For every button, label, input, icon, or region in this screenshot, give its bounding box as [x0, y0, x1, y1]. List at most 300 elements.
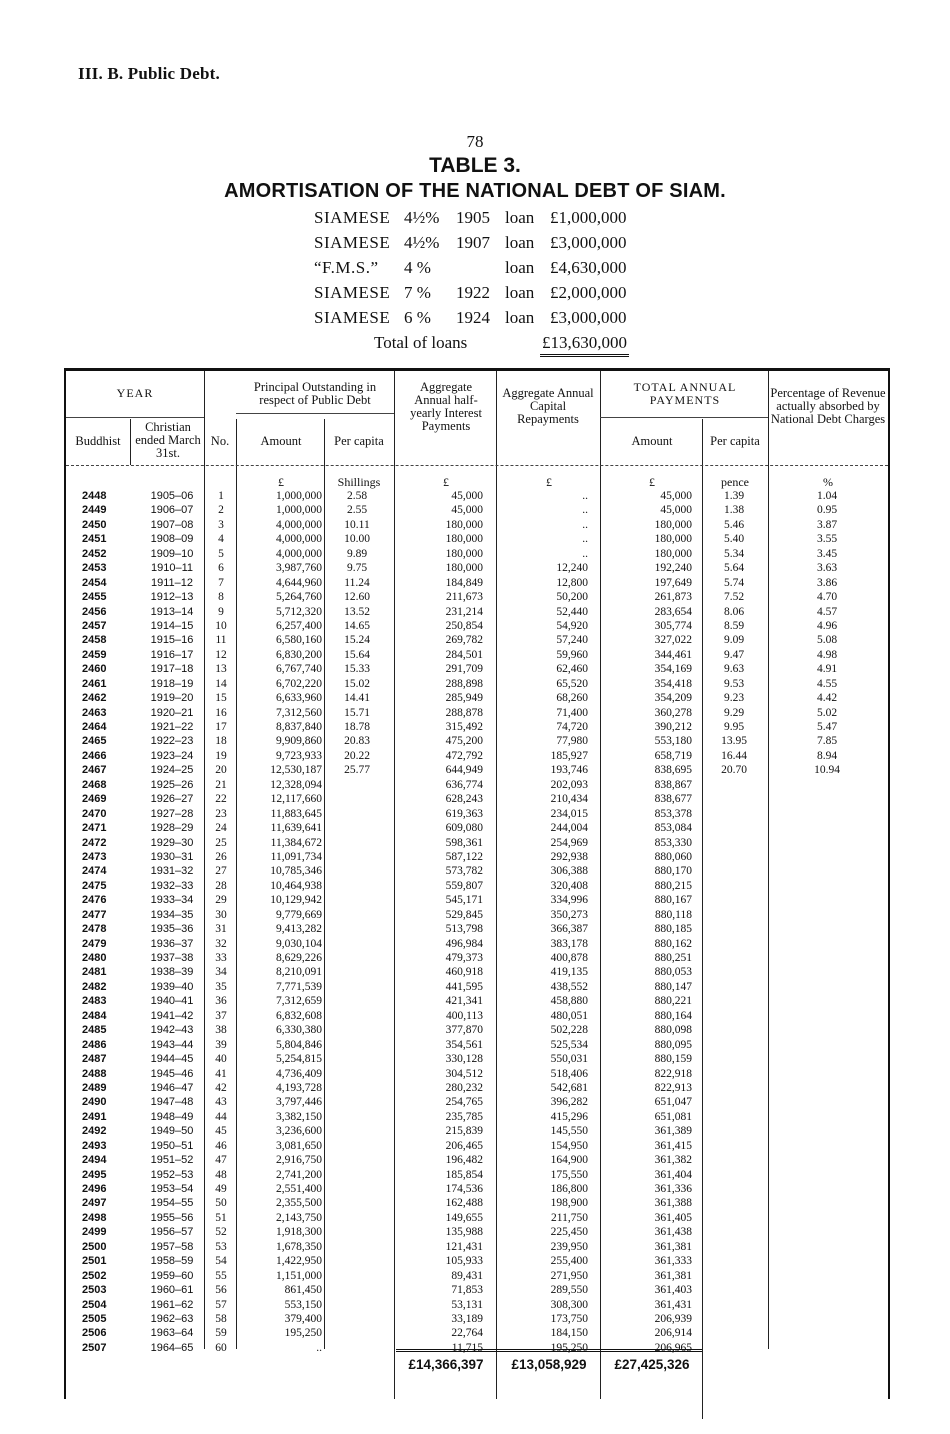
total-payment: 361,389: [654, 1125, 692, 1138]
capital-repayment: 366,387: [550, 923, 588, 936]
unit-repayments: £: [546, 475, 552, 489]
capital-repayment: 12,800: [556, 576, 588, 589]
buddhist-year: 2455: [82, 591, 107, 604]
total-payment: 305,774: [654, 619, 692, 632]
buddhist-year: 2482: [82, 980, 107, 993]
row-number: 51: [215, 1211, 227, 1224]
christian-year: 1919–20: [150, 692, 194, 705]
total-payment: 651,047: [654, 1096, 692, 1109]
buddhist-year: 2506: [82, 1327, 107, 1340]
table-row: [66, 1254, 888, 1268]
total-payment: 180,000: [654, 547, 692, 560]
capital-repayment: 185,927: [550, 749, 588, 762]
row-number: 60: [215, 1341, 227, 1354]
christian-year: 1914–15: [150, 619, 194, 632]
buddhist-year: 2487: [82, 1053, 107, 1066]
christian-year: 1924–25: [150, 764, 194, 777]
table-row: [66, 691, 888, 705]
interest-payment: 475,200: [445, 735, 483, 748]
christian-year: 1936–37: [150, 937, 194, 950]
buddhist-year: 2496: [82, 1183, 107, 1195]
row-number: 50: [215, 1197, 227, 1210]
christian-year: 1963–64: [150, 1327, 194, 1340]
revenue-percentage: 0.95: [816, 504, 838, 517]
table-row: [66, 1168, 888, 1182]
principal-amount: 6,830,200: [276, 648, 322, 661]
capital-repayment: 193,746: [550, 764, 588, 777]
total-payment: 880,060: [654, 850, 692, 863]
buddhist-year: 2476: [82, 894, 107, 907]
christian-year: 1922–23: [150, 735, 194, 748]
total-payment: 880,147: [654, 980, 692, 993]
interest-payment: 545,171: [445, 894, 483, 907]
row-number: 8: [218, 591, 224, 604]
interest-payment: 288,898: [445, 677, 483, 690]
row-number: 41: [215, 1067, 227, 1080]
principal-amount: 8,837,840: [276, 721, 322, 733]
row-number: 55: [215, 1269, 227, 1282]
interest-payment: 22,764: [451, 1327, 483, 1340]
buddhist-year: 2497: [82, 1197, 107, 1210]
christian-year: 1913–14: [150, 605, 194, 618]
header-percentage: Percentage of Revenue actually absorbed by National Debt Charges: [770, 386, 886, 426]
christian-year: 1921–22: [150, 721, 194, 733]
total-interest: £14,366,397: [408, 1357, 484, 1372]
christian-year: 1940–41: [150, 995, 194, 1008]
interest-payment: 513,798: [445, 923, 483, 936]
total-per-capita: 1.39: [723, 490, 745, 502]
total-payment: 344,461: [654, 648, 692, 661]
buddhist-year: 2453: [82, 562, 107, 575]
principal-amount: 9,413,282: [276, 923, 322, 936]
total-per-capita: 9.95: [723, 721, 745, 733]
total-per-capita: 16.44: [721, 749, 747, 762]
revenue-percentage: 3.86: [816, 576, 838, 589]
christian-year: 1920–21: [150, 706, 194, 719]
christian-year: 1964–65: [150, 1341, 194, 1354]
principal-amount: 5,712,320: [276, 605, 322, 618]
total-payment: 361,388: [654, 1197, 692, 1210]
total-payment: 261,873: [654, 591, 692, 604]
christian-year: 1956–57: [150, 1226, 194, 1239]
loan-amount: £3,000,000: [550, 233, 627, 252]
unit-amount: £: [278, 475, 284, 489]
interest-payment: 254,765: [445, 1096, 483, 1109]
principal-amount: 11,883,645: [270, 807, 322, 820]
principal-amount: 861,450: [284, 1284, 322, 1297]
capital-repayment: 77,980: [556, 735, 588, 748]
row-number: 25: [215, 836, 227, 849]
principal-per-capita: 20.22: [344, 749, 370, 762]
header-total-per-capita: Per capita: [710, 434, 760, 448]
principal-amount: 8,210,091: [276, 966, 322, 979]
total-per-capita: 5.64: [723, 562, 745, 575]
total-per-capita: 9.09: [723, 634, 745, 647]
loans-total-label: Total of loans: [374, 333, 468, 352]
total-payment: 880,215: [654, 879, 692, 892]
total-payment: 853,330: [654, 836, 692, 849]
table-row: [66, 1038, 888, 1052]
row-number: 19: [215, 749, 227, 762]
interest-payment: 472,792: [445, 749, 483, 762]
unit-total-per-capita: pence: [721, 475, 749, 489]
table-row: [66, 792, 888, 806]
christian-year: 1946–47: [150, 1081, 194, 1094]
row-number: 11: [215, 634, 227, 647]
buddhist-year: 2469: [82, 793, 107, 806]
interest-payment: 53,131: [451, 1298, 483, 1311]
capital-repayment: 68,260: [556, 692, 588, 705]
table-row: [66, 1211, 888, 1225]
loan-rate: 4½%: [404, 208, 440, 227]
total-payment: 197,649: [654, 576, 692, 589]
header-no: No.: [210, 434, 230, 448]
interest-payment: 354,561: [445, 1038, 483, 1051]
total-per-capita: 9.29: [723, 706, 745, 719]
interest-payment: 636,774: [445, 778, 483, 791]
interest-payment: 235,785: [445, 1110, 483, 1123]
buddhist-year: 2477: [82, 908, 107, 921]
header-repayments: Aggregate Annual Capital Repayments: [502, 386, 594, 426]
row-number: 58: [215, 1312, 227, 1325]
christian-year: 1934–35: [150, 908, 194, 921]
principal-amount: 6,580,160: [276, 634, 322, 647]
row-number: 7: [218, 576, 224, 589]
capital-repayment: 164,900: [550, 1154, 588, 1167]
total-payment: 880,251: [654, 952, 692, 964]
total-payment: 360,278: [654, 706, 692, 719]
row-number: 36: [215, 995, 227, 1008]
loan-name: SIAMESE: [314, 283, 391, 302]
buddhist-year: 2452: [82, 547, 107, 560]
interest-payment: 559,807: [445, 879, 483, 892]
principal-amount: 7,312,659: [276, 995, 322, 1008]
revenue-percentage: 3.55: [816, 533, 838, 546]
interest-payment: 206,465: [445, 1139, 483, 1152]
interest-payment: 285,949: [445, 692, 483, 705]
row-number: 24: [215, 822, 227, 835]
header-total-amount: Amount: [631, 434, 673, 448]
christian-year: 1943–44: [150, 1038, 194, 1051]
principal-per-capita: 14.65: [344, 619, 370, 632]
table-row: [66, 1124, 888, 1138]
header-principal: Principal Outstanding in respect of Public Debt: [253, 380, 377, 407]
table-row: [66, 518, 888, 532]
buddhist-year: 2502: [82, 1269, 107, 1282]
principal-amount: 2,916,750: [276, 1154, 322, 1167]
buddhist-year: 2494: [82, 1154, 107, 1167]
row-number: 34: [215, 966, 227, 979]
table-row: [66, 1182, 888, 1196]
principal-per-capita: 13.52: [344, 605, 370, 618]
interest-payment: 135,988: [445, 1226, 483, 1239]
interest-payment: 211,673: [446, 591, 483, 604]
table-row: [66, 1023, 888, 1037]
capital-repayment: 254,969: [550, 836, 588, 849]
capital-repayment: 458,880: [550, 995, 588, 1008]
row-number: 1: [218, 490, 224, 502]
table-row: [66, 821, 888, 835]
table-row: [66, 879, 888, 893]
table-row: [66, 605, 888, 619]
principal-amount: 9,779,669: [276, 908, 322, 921]
total-payment: 853,378: [654, 807, 692, 820]
interest-payment: 441,595: [445, 980, 483, 993]
christian-year: 1962–63: [150, 1312, 194, 1325]
buddhist-year: 2485: [82, 1024, 107, 1037]
row-number: 43: [215, 1096, 227, 1109]
principal-amount: 4,000,000: [276, 518, 322, 531]
capital-repayment: 334,996: [550, 894, 588, 907]
table-row: [66, 994, 888, 1008]
principal-per-capita: 15.64: [344, 648, 370, 661]
buddhist-year: 2478: [82, 923, 107, 936]
revenue-percentage: 8.94: [816, 749, 838, 762]
loan-amount: £3,000,000: [550, 308, 627, 327]
revenue-percentage: 4.70: [816, 591, 838, 604]
table-row: [66, 749, 888, 763]
row-number: 17: [215, 721, 227, 733]
revenue-percentage: 4.42: [816, 692, 838, 705]
total-per-capita: 5.34: [723, 547, 745, 560]
buddhist-year: 2454: [82, 576, 107, 589]
christian-year: 1958–59: [150, 1255, 194, 1268]
principal-per-capita: 20.83: [344, 735, 370, 748]
principal-amount: 12,117,660: [270, 793, 322, 806]
total-payment: 838,677: [654, 793, 692, 806]
table-row: [66, 1009, 888, 1023]
table-subtitle: AMORTISATION OF THE NATIONAL DEBT OF SIAM.: [224, 180, 726, 202]
capital-repayment: 234,015: [550, 807, 588, 820]
christian-year: 1960–61: [150, 1284, 194, 1297]
buddhist-year: 2475: [82, 879, 107, 892]
total-per-capita: 7.52: [723, 591, 745, 604]
principal-per-capita: 14.41: [344, 692, 370, 705]
interest-payment: 105,933: [445, 1255, 483, 1268]
principal-amount: 11,384,672: [270, 836, 322, 849]
table-row: [66, 864, 888, 878]
principal-amount: 9,909,860: [276, 735, 322, 748]
table-row: [66, 619, 888, 633]
interest-payment: 180,000: [445, 518, 483, 531]
revenue-percentage: 5.02: [816, 706, 838, 719]
total-payment: 206,914: [654, 1327, 692, 1340]
table-row: [66, 1081, 888, 1095]
capital-repayment: 320,408: [550, 879, 588, 892]
revenue-percentage: 4.55: [816, 677, 838, 690]
christian-year: 1907–08: [150, 518, 194, 531]
table-row: [66, 576, 888, 590]
interest-payment: 71,853: [451, 1284, 483, 1297]
capital-repayment: 71,400: [556, 706, 588, 719]
principal-amount: 3,797,446: [276, 1096, 322, 1109]
row-number: 54: [215, 1255, 227, 1268]
capital-repayment: 480,051: [550, 1009, 588, 1022]
interest-payment: 196,482: [445, 1154, 483, 1167]
buddhist-year: 2491: [82, 1110, 107, 1123]
total-payment: 361,336: [654, 1183, 692, 1195]
principal-amount: 6,702,220: [276, 677, 322, 690]
principal-amount: 6,767,740: [276, 663, 322, 676]
revenue-percentage: 4.91: [816, 663, 838, 676]
table-row: [66, 706, 888, 720]
loan-word: loan: [505, 233, 535, 252]
loan-name: SIAMESE: [314, 208, 391, 227]
total-payment: 880,164: [654, 1009, 692, 1022]
interest-payment: 180,000: [445, 547, 483, 560]
section-heading: III. B. Public Debt.: [78, 64, 220, 83]
revenue-percentage: 3.45: [816, 547, 838, 560]
loan-name: SIAMESE: [314, 308, 391, 327]
row-number: 29: [215, 894, 227, 907]
christian-year: 1945–46: [150, 1067, 194, 1080]
total-payment: 838,695: [654, 764, 692, 777]
christian-year: 1957–58: [150, 1240, 194, 1253]
capital-repayment: 255,400: [550, 1255, 588, 1268]
table-row: [66, 532, 888, 546]
table-row: [66, 1283, 888, 1297]
total-payment: 390,212: [654, 721, 692, 733]
interest-payment: 149,655: [445, 1211, 483, 1224]
total-per-capita: 5.74: [723, 576, 745, 589]
unit-total: £: [649, 475, 655, 489]
christian-year: 1938–39: [150, 966, 194, 979]
principal-amount: 1,000,000: [276, 490, 322, 502]
capital-repayment: 400,878: [550, 952, 588, 964]
capital-repayment: 502,228: [550, 1024, 588, 1037]
table-row: [66, 1312, 888, 1326]
christian-year: 1929–30: [150, 836, 194, 849]
loan-amount: £2,000,000: [550, 283, 627, 302]
table-row: [66, 633, 888, 647]
interest-payment: 89,431: [451, 1269, 483, 1282]
christian-year: 1952–53: [150, 1168, 194, 1181]
principal-per-capita: 11.24: [344, 576, 370, 589]
principal-amount: 195,250: [284, 1327, 322, 1340]
interest-payment: 460,918: [445, 966, 483, 979]
total-payment: 361,382: [654, 1154, 692, 1167]
christian-year: 1939–40: [150, 980, 194, 993]
christian-year: 1923–24: [150, 749, 194, 762]
unit-percentage: %: [823, 475, 833, 489]
interest-payment: 288,878: [445, 706, 483, 719]
interest-payment: 269,782: [445, 634, 483, 647]
christian-year: 1925–26: [150, 778, 194, 791]
capital-repayment: 186,800: [550, 1183, 588, 1195]
total-payment: 327,022: [654, 634, 692, 647]
buddhist-year: 2486: [82, 1038, 107, 1051]
table-row: [66, 1269, 888, 1283]
principal-amount: 10,785,346: [270, 865, 322, 878]
interest-payment: 400,113: [446, 1009, 483, 1022]
interest-payment: 330,128: [445, 1053, 483, 1066]
principal-amount: 4,000,000: [276, 547, 322, 560]
interest-payment: 184,849: [445, 576, 483, 589]
table-row: [66, 503, 888, 517]
row-number: 4: [218, 533, 224, 546]
interest-payment: 180,000: [445, 562, 483, 575]
table-row: [66, 1052, 888, 1066]
principal-amount: 10,464,938: [270, 879, 322, 892]
loan-rate: 4 %: [404, 258, 431, 277]
table-row: [66, 922, 888, 936]
interest-payment: 215,839: [445, 1125, 483, 1138]
header-total-annual: TOTAL ANNUAL PAYMENTS: [633, 380, 737, 407]
principal-amount: 4,000,000: [276, 533, 322, 546]
loan-year: 1922: [456, 283, 490, 302]
interest-payment: 280,232: [445, 1081, 483, 1094]
table-body: [66, 489, 888, 1355]
total-payment: 880,185: [654, 923, 692, 936]
revenue-percentage: 4.98: [816, 648, 838, 661]
total-payment: 361,381: [654, 1240, 692, 1253]
row-number: 22: [215, 793, 227, 806]
table-row: [66, 590, 888, 604]
table-row: [66, 1298, 888, 1312]
revenue-percentage: 4.96: [816, 619, 838, 632]
row-number: 39: [215, 1038, 227, 1051]
buddhist-year: 2459: [82, 648, 107, 661]
revenue-percentage: 5.47: [816, 721, 838, 733]
buddhist-year: 2505: [82, 1312, 107, 1325]
total-payment: 880,170: [654, 865, 692, 878]
unit-per-capita: Shillings: [337, 475, 381, 489]
capital-repayment: ..: [582, 504, 588, 517]
row-number: 48: [215, 1168, 227, 1181]
table-row: [66, 763, 888, 777]
christian-year: 1928–29: [150, 822, 194, 835]
capital-repayment: ..: [582, 490, 588, 502]
total-payment: 361,404: [654, 1168, 692, 1181]
header-amount: Amount: [260, 434, 302, 448]
interest-payment: 587,122: [445, 850, 483, 863]
buddhist-year: 2503: [82, 1284, 107, 1297]
loan-name: “F.M.S.”: [314, 258, 379, 277]
header-year: YEAR: [116, 386, 154, 400]
interest-payment: 174,536: [445, 1183, 483, 1195]
buddhist-year: 2472: [82, 836, 107, 849]
principal-amount: 4,193,728: [276, 1081, 322, 1094]
christian-year: 1954–55: [150, 1197, 194, 1210]
total-payment: 880,118: [655, 908, 692, 921]
buddhist-year: 2473: [82, 850, 107, 863]
buddhist-year: 2471: [82, 822, 107, 835]
buddhist-year: 2483: [82, 995, 107, 1008]
buddhist-year: 2504: [82, 1298, 107, 1311]
interest-payment: 180,000: [445, 533, 483, 546]
principal-amount: 3,236,600: [276, 1125, 322, 1138]
capital-repayment: 396,282: [550, 1096, 588, 1109]
total-per-capita: 5.46: [723, 518, 745, 531]
row-number: 47: [215, 1154, 227, 1167]
buddhist-year: 2489: [82, 1081, 107, 1094]
buddhist-year: 2474: [82, 865, 107, 878]
total-payment: 880,167: [654, 894, 692, 907]
buddhist-year: 2495: [82, 1168, 107, 1181]
interest-payment: 231,214: [445, 605, 483, 618]
interest-payment: 529,845: [445, 908, 483, 921]
total-payment: 180,000: [654, 518, 692, 531]
capital-repayment: 306,388: [550, 865, 588, 878]
principal-amount: 5,804,846: [276, 1038, 322, 1051]
capital-repayment: 145,550: [550, 1125, 588, 1138]
row-number: 56: [215, 1284, 227, 1297]
total-payment: 361,415: [654, 1139, 692, 1152]
capital-repayment: 383,178: [550, 937, 588, 950]
christian-year: 1905–06: [150, 490, 194, 502]
row-number: 28: [215, 879, 227, 892]
table-row: [66, 489, 888, 503]
